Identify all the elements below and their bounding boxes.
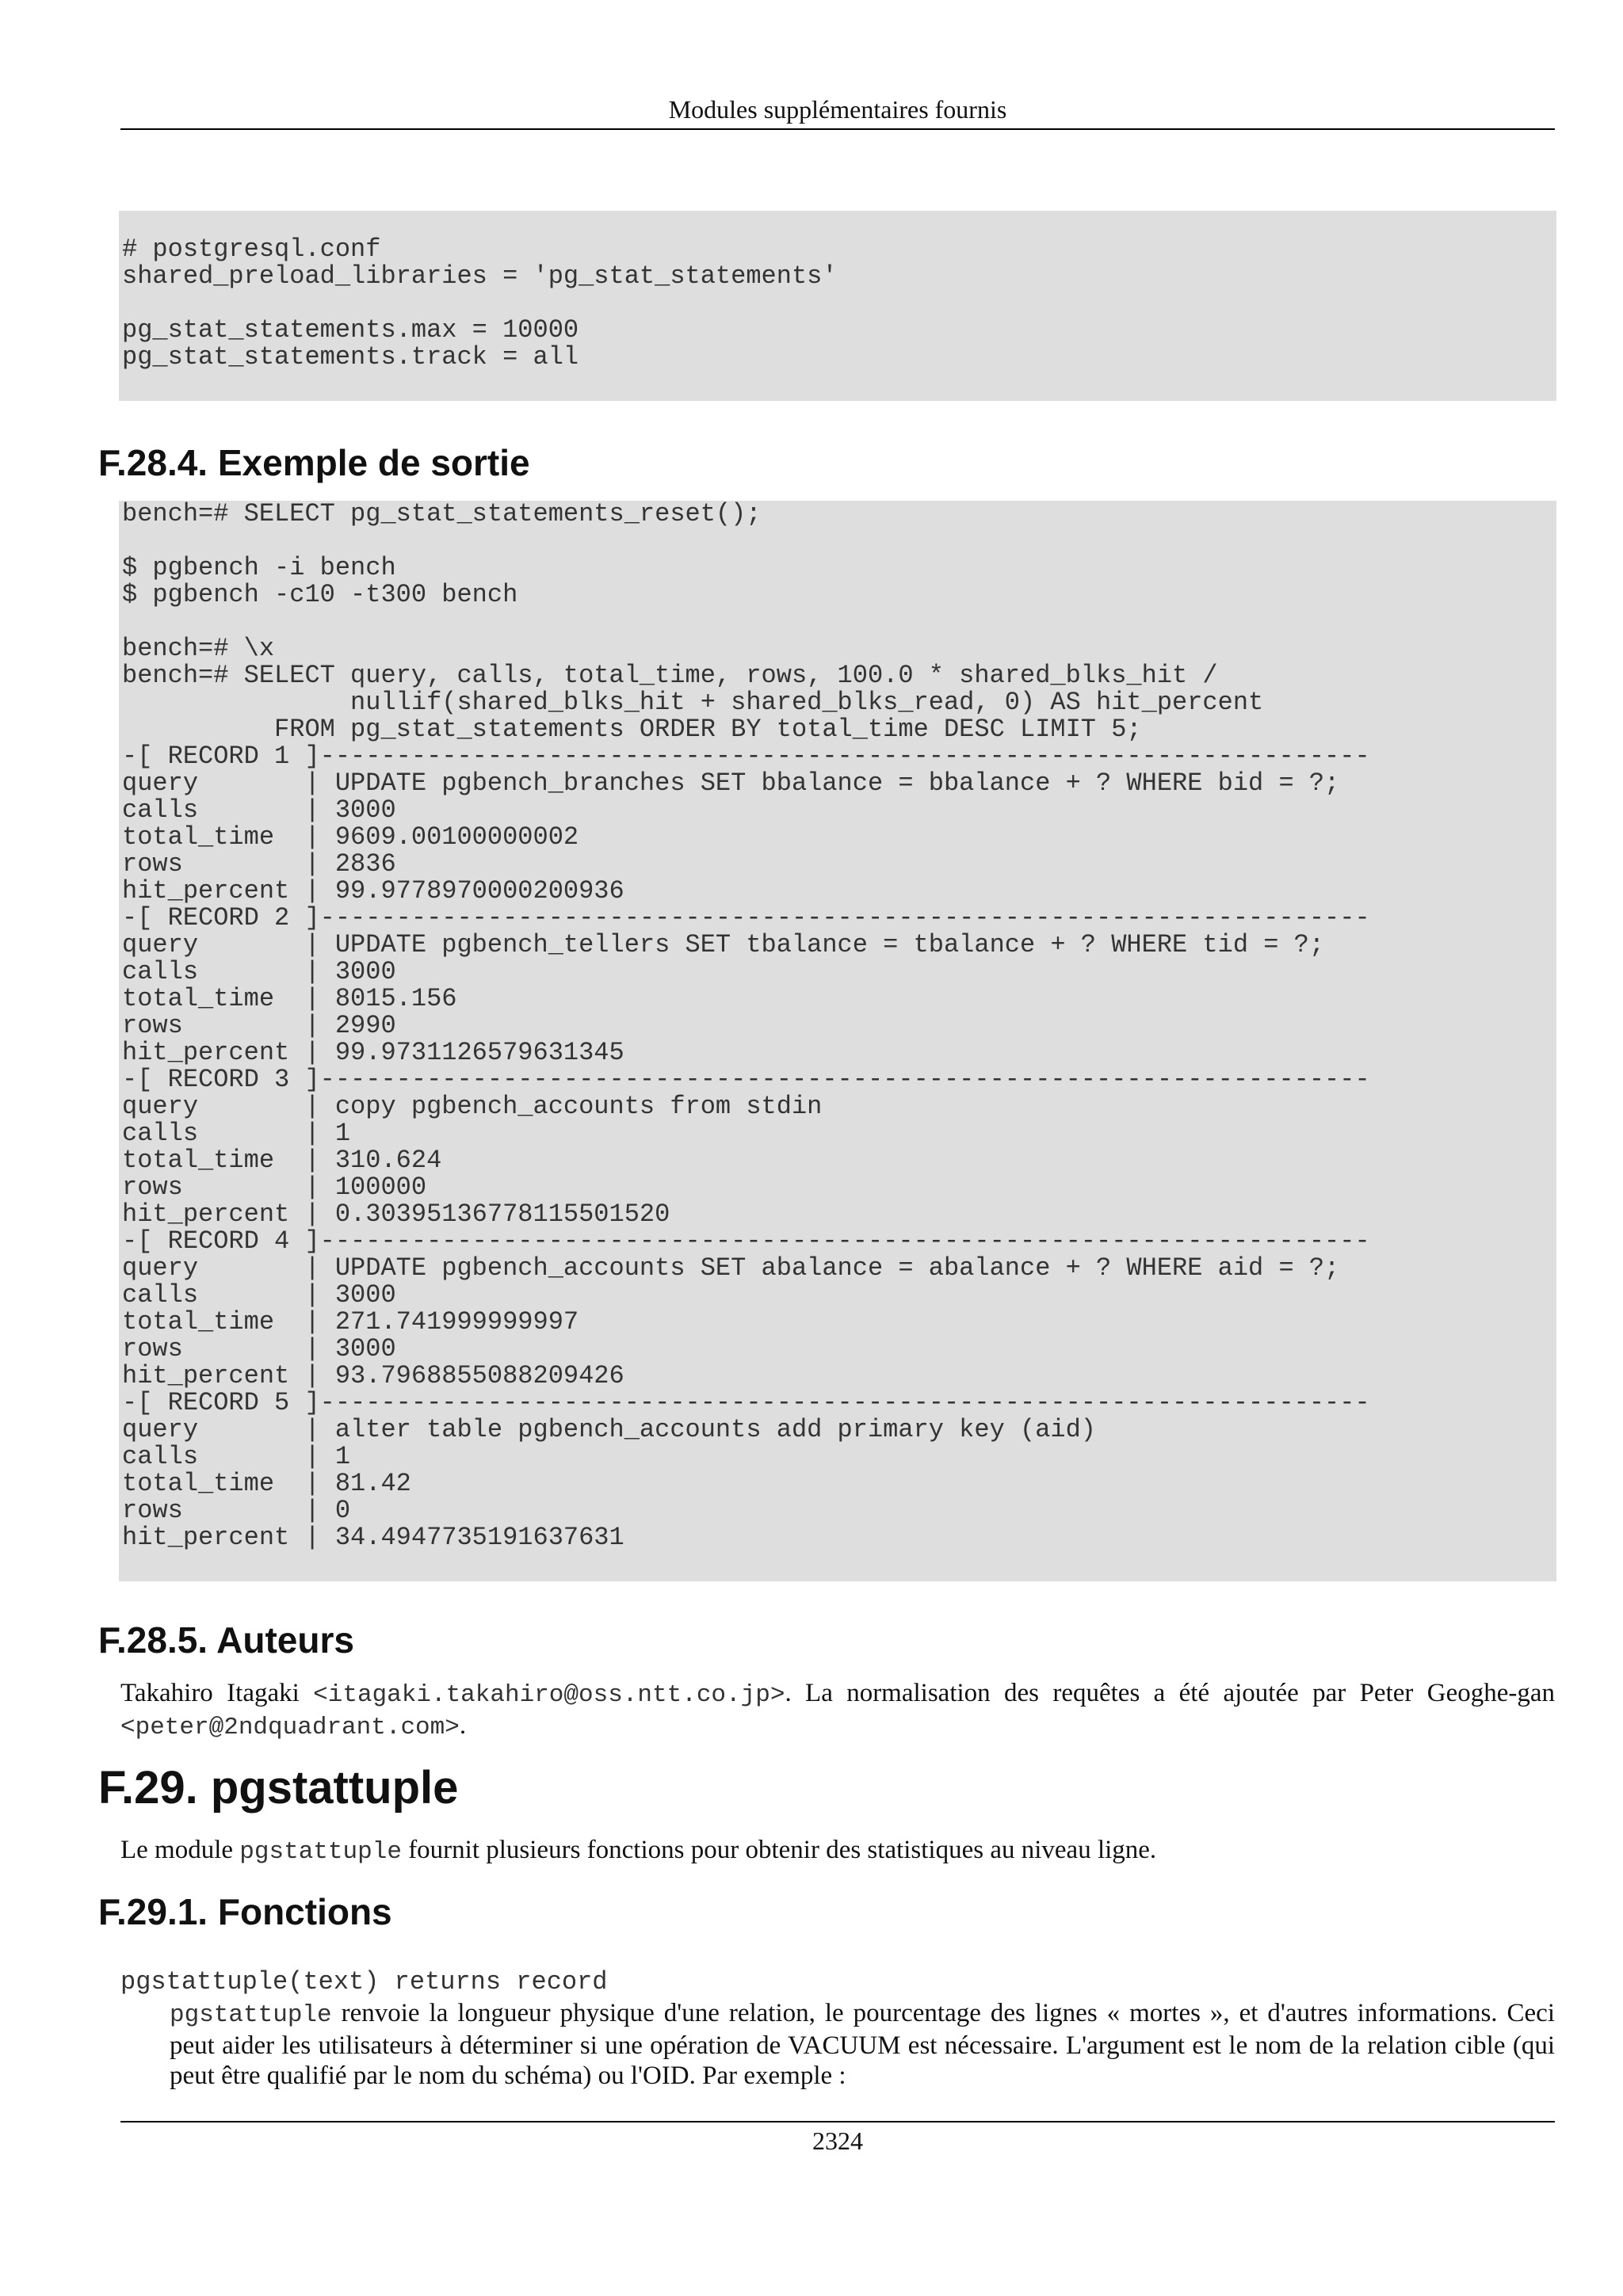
authors-text: . La normalisation des requêtes a été ajoutée par Peter Geoghe-gan bbox=[785, 1679, 1555, 1707]
footer-rule bbox=[120, 2121, 1555, 2122]
function-description-text: renvoie la longueur physique d'une relation, le pourcentage des lignes « mortes », et d'autres informations. Ceci peut aider les utilisateurs à déterminer si une opération de VACUUM est nécessaire. L'argument est le nom de la relation cible (qui peut être qualifié par le nom du schéma) ou l'OID. Par exemple : bbox=[170, 1999, 1555, 2090]
header-rule bbox=[120, 128, 1555, 130]
running-header: Modules supplémentaires fournis bbox=[668, 95, 1007, 124]
function-signature: pgstattuple(text) returns record bbox=[120, 1967, 608, 1997]
section-heading-auteurs: F.28.5. Auteurs bbox=[98, 1619, 354, 1661]
chapter-heading-pgstattuple: F.29. pgstattuple bbox=[98, 1762, 459, 1814]
config-code-block bbox=[119, 211, 1556, 401]
intro-text-after: fournit plusieurs fonctions pour obtenir des statistiques au niveau ligne. bbox=[401, 1836, 1157, 1864]
section-heading-exemple: F.28.4. Exemple de sortie bbox=[98, 442, 530, 483]
output-code: bench=# SELECT pg_stat_statements_reset(); $ pgbench -i bench $ pgbench -c10 -t300 bench bench=# \x bench=# SELECT query, calls, total_time, rows, 100.0 * shared_blks_hit / nullif(shared_blks_hit + shared_blks_read, 0) AS hit_percent FROM pg_stat_statements ORDER BY total_time DESC LIMIT 5; -[ RECORD 1 ]--------------------------------------------------------------------- query | UPDATE pgbench_branches SET bbalance = bbalance + ? WHERE bid = ?; calls | 3000 total_time | 9609.00100000002 rows | 2836 hit_percent | 99.9778970000200936 -[ RECORD 2 ]--------------------------------------------------------------------- query | UPDATE pgbench_tellers SET tbalance = tbalance + ? WHERE tid = ?; calls | 3000 total_time | 8015.156 rows | 2990 hit_percent | 99.9731126579631345 -[ RECORD 3 ]--------------------------------------------------------------------- query | copy pgbench_accounts from stdin calls | 1 total_time | 310.624 rows | 100000 hit_percent | 0.30395136778115501520 -[ RECORD 4 ]--------------------------------------------------------------------- query | UPDATE pgbench_accounts SET abalance = abalance + ? WHERE aid = ?; calls | 3000 total_time | 271.741999999997 rows | 3000 hit_percent | 93.7968855088209426 -[ RECORD 5 ]--------------------------------------------------------------------- query | alter table pgbench_accounts add primary key (aid) calls | 1 total_time | 81.42 rows | 0 hit_percent | 34.4947735191637631 bbox=[122, 499, 1370, 1552]
author-email-link[interactable]: <itagaki.takahiro@oss.ntt.co.jp> bbox=[313, 1681, 785, 1709]
function-description bbox=[170, 1998, 1555, 2091]
page-number: 2324 bbox=[812, 2126, 863, 2155]
function-name: pgstattuple bbox=[170, 2001, 332, 2029]
output-code-block bbox=[119, 501, 1556, 1581]
contributor-email-link[interactable]: <peter@2ndquadrant.com> bbox=[120, 1714, 460, 1741]
section-heading-fonctions: F.29.1. Fonctions bbox=[98, 1891, 392, 1932]
intro-text: Le module bbox=[120, 1836, 240, 1864]
module-name: pgstattuple bbox=[239, 1838, 402, 1866]
module-intro-paragraph bbox=[120, 1835, 1555, 1867]
author-name: Takahiro Itagaki bbox=[120, 1679, 300, 1707]
config-code: # postgresql.conf shared_preload_libraries = 'pg_stat_statements' pg_stat_statements.max = 10000 pg_stat_statements.track = all bbox=[122, 235, 838, 372]
authors-text-end: . bbox=[459, 1711, 467, 1740]
authors-paragraph bbox=[120, 1678, 1555, 1743]
